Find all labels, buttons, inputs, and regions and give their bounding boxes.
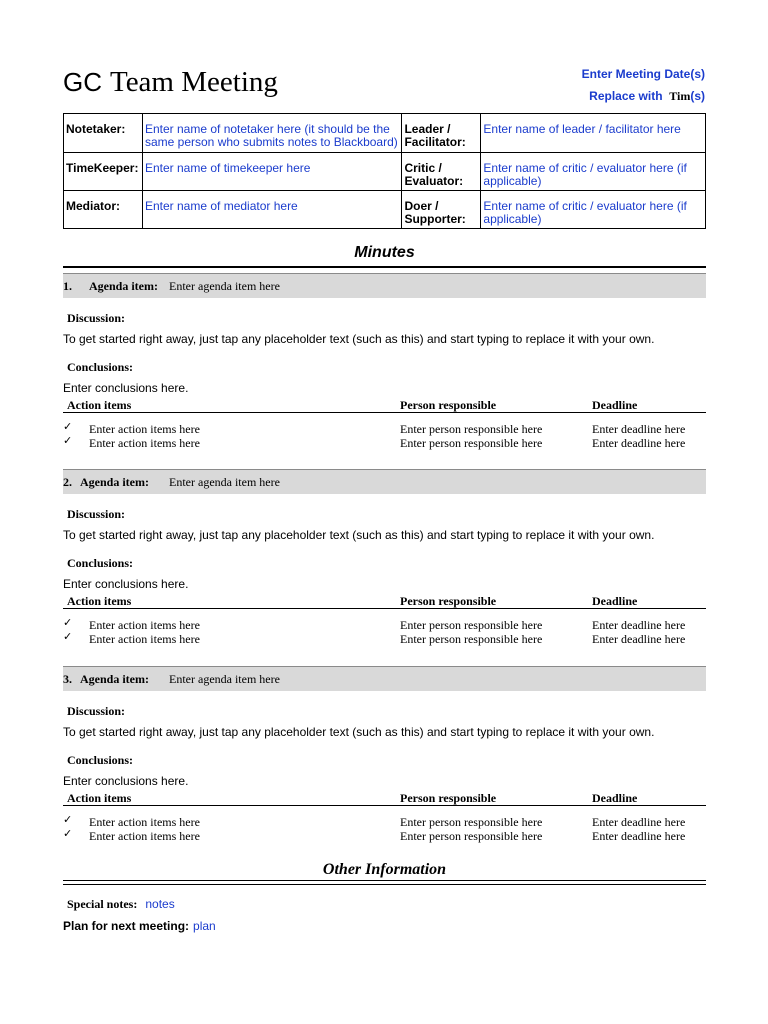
roles-row bbox=[64, 191, 706, 229]
deadline-field[interactable]: Enter deadline here bbox=[592, 436, 686, 450]
agenda-number: 1. bbox=[63, 279, 72, 293]
action-item-field[interactable]: Enter action items here bbox=[89, 436, 200, 450]
action-item-field[interactable]: Enter action items here bbox=[89, 618, 200, 632]
person-field[interactable]: Enter person responsible here bbox=[400, 815, 543, 829]
next-meeting-field[interactable]: plan bbox=[193, 919, 216, 933]
deadline-header: Deadline bbox=[592, 398, 638, 412]
special-notes-label: Special notes: bbox=[67, 897, 138, 911]
conclusions-field[interactable]: Enter conclusions here. bbox=[63, 381, 189, 395]
agenda-item-field[interactable]: Enter agenda item here bbox=[169, 672, 280, 686]
agenda-number: 3. bbox=[63, 672, 72, 686]
action-item-field[interactable]: Enter action items here bbox=[89, 829, 200, 843]
next-meeting-row bbox=[63, 917, 216, 935]
meeting-date-field[interactable]: Enter Meeting Date(s) bbox=[581, 67, 705, 81]
title-gc: GC bbox=[63, 67, 102, 97]
doer-field[interactable]: Enter name of critic / evaluator here (if applicable) bbox=[481, 191, 706, 229]
other-information-heading: Other Information bbox=[322, 861, 447, 878]
conclusions-field[interactable]: Enter conclusions here. bbox=[63, 774, 189, 788]
action-items-divider bbox=[63, 412, 706, 413]
discussion-field[interactable]: To get started right away, just tap any placeholder text (such as this) and start typing to replace it with your own. bbox=[63, 332, 655, 346]
person-field[interactable]: Enter person responsible here bbox=[400, 829, 543, 843]
person-responsible-header: Person responsible bbox=[400, 791, 497, 805]
timekeeper-label: TimeKeeper: bbox=[64, 153, 143, 191]
minutes-heading: Minutes bbox=[354, 244, 415, 261]
conclusions-field[interactable]: Enter conclusions here. bbox=[63, 577, 189, 591]
agenda-label: Agenda item: bbox=[89, 279, 158, 293]
checkmark-icon: ✓ bbox=[63, 813, 73, 826]
agenda-item-field[interactable]: Enter agenda item here bbox=[169, 475, 280, 489]
deadline-field[interactable]: Enter deadline here bbox=[592, 422, 686, 436]
agenda-item-field[interactable]: Enter agenda item here bbox=[169, 279, 280, 293]
roles-row bbox=[64, 114, 706, 153]
action-item-field[interactable]: Enter action items here bbox=[89, 422, 200, 436]
action-item-field[interactable]: Enter action items here bbox=[89, 815, 200, 829]
deadline-field[interactable]: Enter deadline here bbox=[592, 618, 686, 632]
time-replace-text: Replace with bbox=[589, 89, 663, 103]
action-items-header: Action items bbox=[67, 398, 132, 412]
person-responsible-header: Person responsible bbox=[400, 398, 497, 412]
mediator-label: Mediator: bbox=[64, 191, 143, 229]
checkmark-icon: ✓ bbox=[63, 420, 73, 433]
notetaker-label: Notetaker: bbox=[64, 114, 143, 153]
person-responsible-header: Person responsible bbox=[400, 594, 497, 608]
meeting-time-field[interactable] bbox=[589, 89, 705, 104]
time-suffix: (s) bbox=[690, 89, 705, 103]
person-field[interactable]: Enter person responsible here bbox=[400, 618, 543, 632]
roles-row bbox=[64, 153, 706, 191]
other-information-divider bbox=[63, 880, 706, 885]
deadline-header: Deadline bbox=[592, 791, 638, 805]
conclusions-label: Conclusions: bbox=[67, 556, 134, 570]
doer-label: Doer / Supporter: bbox=[402, 191, 481, 229]
deadline-header: Deadline bbox=[592, 594, 638, 608]
special-notes-row bbox=[63, 895, 175, 913]
time-word: Tim bbox=[669, 89, 691, 103]
person-field[interactable]: Enter person responsible here bbox=[400, 422, 543, 436]
special-notes-field[interactable]: notes bbox=[145, 897, 175, 911]
agenda-bar bbox=[63, 666, 706, 691]
deadline-field[interactable]: Enter deadline here bbox=[592, 632, 686, 646]
discussion-label: Discussion: bbox=[67, 704, 126, 718]
checkmark-icon: ✓ bbox=[63, 616, 73, 629]
agenda-label: Agenda item: bbox=[80, 672, 149, 686]
action-items-divider bbox=[63, 608, 706, 609]
title-team-meeting: Team Meeting bbox=[110, 66, 278, 98]
agenda-number: 2. bbox=[63, 475, 72, 489]
discussion-label: Discussion: bbox=[67, 311, 126, 325]
discussion-field[interactable]: To get started right away, just tap any placeholder text (such as this) and start typing to replace it with your own. bbox=[63, 725, 655, 739]
critic-field[interactable]: Enter name of critic / evaluator here (if applicable) bbox=[481, 153, 706, 191]
leader-field[interactable]: Enter name of leader / facilitator here bbox=[481, 114, 706, 153]
mediator-field[interactable]: Enter name of mediator here bbox=[142, 191, 401, 229]
checkmark-icon: ✓ bbox=[63, 827, 73, 840]
timekeeper-field[interactable]: Enter name of timekeeper here bbox=[142, 153, 401, 191]
person-field[interactable]: Enter person responsible here bbox=[400, 632, 543, 646]
action-items-header: Action items bbox=[67, 594, 132, 608]
checkmark-icon: ✓ bbox=[63, 434, 73, 447]
discussion-field[interactable]: To get started right away, just tap any placeholder text (such as this) and start typing to replace it with your own. bbox=[63, 528, 655, 542]
critic-label: Critic / Evaluator: bbox=[402, 153, 481, 191]
agenda-label: Agenda item: bbox=[80, 475, 149, 489]
conclusions-label: Conclusions: bbox=[67, 360, 134, 374]
action-item-field[interactable]: Enter action items here bbox=[89, 632, 200, 646]
minutes-divider bbox=[63, 266, 706, 268]
action-items-divider bbox=[63, 805, 706, 806]
document-title bbox=[63, 66, 278, 99]
checkmark-icon: ✓ bbox=[63, 630, 73, 643]
notetaker-field[interactable]: Enter name of notetaker here (it should be the same person who submits notes to Blackboard) bbox=[142, 114, 401, 153]
discussion-label: Discussion: bbox=[67, 507, 126, 521]
conclusions-label: Conclusions: bbox=[67, 753, 134, 767]
agenda-bar bbox=[63, 273, 706, 298]
next-meeting-label: Plan for next meeting: bbox=[63, 919, 190, 933]
roles-table bbox=[63, 113, 706, 229]
deadline-field[interactable]: Enter deadline here bbox=[592, 829, 686, 843]
person-field[interactable]: Enter person responsible here bbox=[400, 436, 543, 450]
deadline-field[interactable]: Enter deadline here bbox=[592, 815, 686, 829]
leader-label: Leader / Facilitator: bbox=[402, 114, 481, 153]
action-items-header: Action items bbox=[67, 791, 132, 805]
agenda-bar bbox=[63, 469, 706, 494]
